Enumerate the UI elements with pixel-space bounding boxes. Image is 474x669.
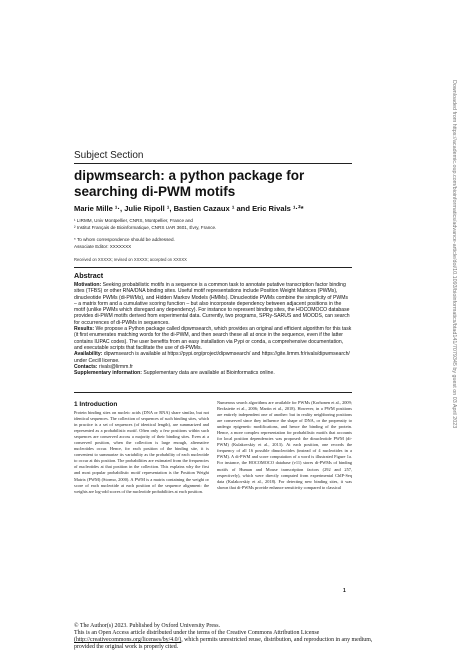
introduction-column-right: Numerous search algorithms are available for PWMs (Korhonen et al., 2009; Beckstette et al., 2006; Martin et al., 2018). However, in a PWM positions are entirely independent one of another: but in reality neighboring positions are conserved since they influence the shape of DNA, or the propensity to undergo epigenetic modifications, and hence the binding of the protein. Hence, a more complex representation for probabilistic motifs that accounts for local position dependencies was proposed: the dinucleotide PWM (di-PWM) (Kulakovskiy et al., 2013). At each position, one records the frequency of all 16 possible dinucleotides (instead of 4 nucleotides in a PWM). A di-PWM and score computation of a word is illustrated Figure 1a. For instance, the HOCOMOCO database (v11) stores di-PWMs of binding motifs of Human and Mouse transcription factors (292 and 257, respectively), which were directly computed from experimental ChIP-Seq data (Kulakovskiy et al., 2018). For detecting new binding sites, it was shown that di-PWMs provide enhance sensitivity compared to classical xyxy=(217,400,352,490)
received-dates: Received on XXXXX; revised on XXXXX; accepted on XXXXX xyxy=(74,257,187,262)
license-footer xyxy=(74,623,404,651)
paper-title: dipwmsearch: a python package for searching di-PWM motifs xyxy=(74,168,305,199)
contacts-text: rivals@lirmm.fr xyxy=(97,363,133,370)
license-line: This is an Open Access article distributed under the terms of the Creative Commons Attribution License xyxy=(74,629,320,636)
availability-text: dipwmsearch is available at https://pypi.org/project/dipwmsearch/ and https://gite.lirmm.fr/rivals/dipwmsearch/ under Cecill license. xyxy=(74,351,350,364)
page-number: 1 xyxy=(343,588,346,594)
header-rule xyxy=(74,163,352,164)
introduction-column-left: Protein binding sites on nucleic acids (DNA or RNA) share similar, but not identical sequences. The collection of sequences of such binding sites, which in practice is a set of sequences (of identical length), are summarized and represented as a probabilistic motif. Often only a few positions within such sequences are conserved across a majority of their binding sites. Even at a conserved position, when the collection is large enough, alternative nucleotides occur. Hence, for each position of the binding site, it is convenient to summarize its variability as the probability of each nucleotide to occur at this position. The probabilities are estimated from the frequencies of nucleotides at that position in the collection. This explains why the first and most popular probabilistic motif representation is the Position Weight Matrix (PWM) (Stormo, 2000). A PWM is a matrix containing the weight or score of each nucleotide at each position of the sequence alignment: the weights are log-odd scores of the nucleotide probabilities at each position. xyxy=(74,410,209,494)
motivation-label: Motivation: xyxy=(74,282,102,288)
section-label: Subject Section xyxy=(74,150,144,161)
abstract-motivation xyxy=(74,282,352,326)
supplementary-text: Supplementary data are available at Bioinformatics online. xyxy=(141,370,275,377)
affiliation-2: ² Institut Français de Bioinformatique, CNRS UAR 3601, Évry, France. xyxy=(74,225,217,230)
abstract-rule xyxy=(74,267,352,268)
citation-line: provided the original work is properly cited. xyxy=(74,643,179,650)
correspondence-note: * To whom correspondence should be addressed. xyxy=(74,237,175,242)
motivation-text: Seeking probabilistic motifs in a sequence is a common task to annotate putative transcription factor binding sites (TFBS) or other RNA/DNA binding sites. Useful motif representations include Position Weight Matrices (PWMs), dinucleotide PWMs (di-PWMs), and Hidden Markov Models (HMMs). Dinucleotide PWMs combine the simplicity of PWMs – a matrix form and a cumulative scoring function – but also incorporate dependency between adjacent positions in the motif (unlike PWMs which disregard any dependency). For instance to represent binding sites, the HOCOMOCO database provides di-PWM motifs derived from experimental data. Currently, two programs, SPRy-SARUS and MOODS, can search for occurrences of di-PWMs in sequences. xyxy=(74,282,350,326)
abstract-heading: Abstract xyxy=(74,271,104,280)
license-link[interactable]: (http://creativecommons.org/licenses/by/4.0/) xyxy=(74,636,182,643)
license-link-rest: , which permits unrestricted reuse, distribution, and reproduction in any medium, xyxy=(181,636,373,643)
availability-label: Availability: xyxy=(74,351,103,358)
abstract-body xyxy=(74,282,352,376)
affiliation-1: ¹ LIRMM, Univ Montpellier, CNRS, Montpellier, France and xyxy=(74,218,193,223)
results-label: Results: xyxy=(74,326,95,333)
results-text: We propose a Python package called dipwmsearch, which provides an original and efficient algorithm for this task (it first enumerates matching words for the di-PWM, and then search these all at once in the sequence, even if the latter contains IUPAC codes). The user benefits from an easy installation via Pypi or conda, a comprehensive documentation, and executable scripts that facilitate the use of di-PWMs. xyxy=(74,326,352,351)
affiliations xyxy=(74,217,216,231)
download-watermark: Downloaded from https://academic.oup.com/bioinformatics/advance-article/doi/10.1093/bioinformatics/btad141/7079345 by guest on 03 April 2023 xyxy=(451,80,457,429)
contacts-label: Contacts: xyxy=(74,363,98,370)
correspondence-block xyxy=(74,236,175,250)
introduction-rule xyxy=(74,392,352,393)
abstract-results xyxy=(74,326,352,351)
abstract-availability xyxy=(74,351,352,364)
copyright-line: © The Author(s) 2023. Published by Oxford University Press. xyxy=(74,623,221,629)
associate-editor: Associate Editor: XXXXXXX xyxy=(74,244,132,249)
abstract-supplementary xyxy=(74,370,352,376)
license-link-line xyxy=(74,637,404,644)
introduction-heading: 1 Introduction xyxy=(74,401,118,408)
supplementary-label: Supplementary information: xyxy=(74,370,142,377)
author-list: Marie Mille ¹·, Julie Ripoll ¹, Bastien Cazaux ¹ and Eric Rivals ¹·²* xyxy=(74,204,304,213)
